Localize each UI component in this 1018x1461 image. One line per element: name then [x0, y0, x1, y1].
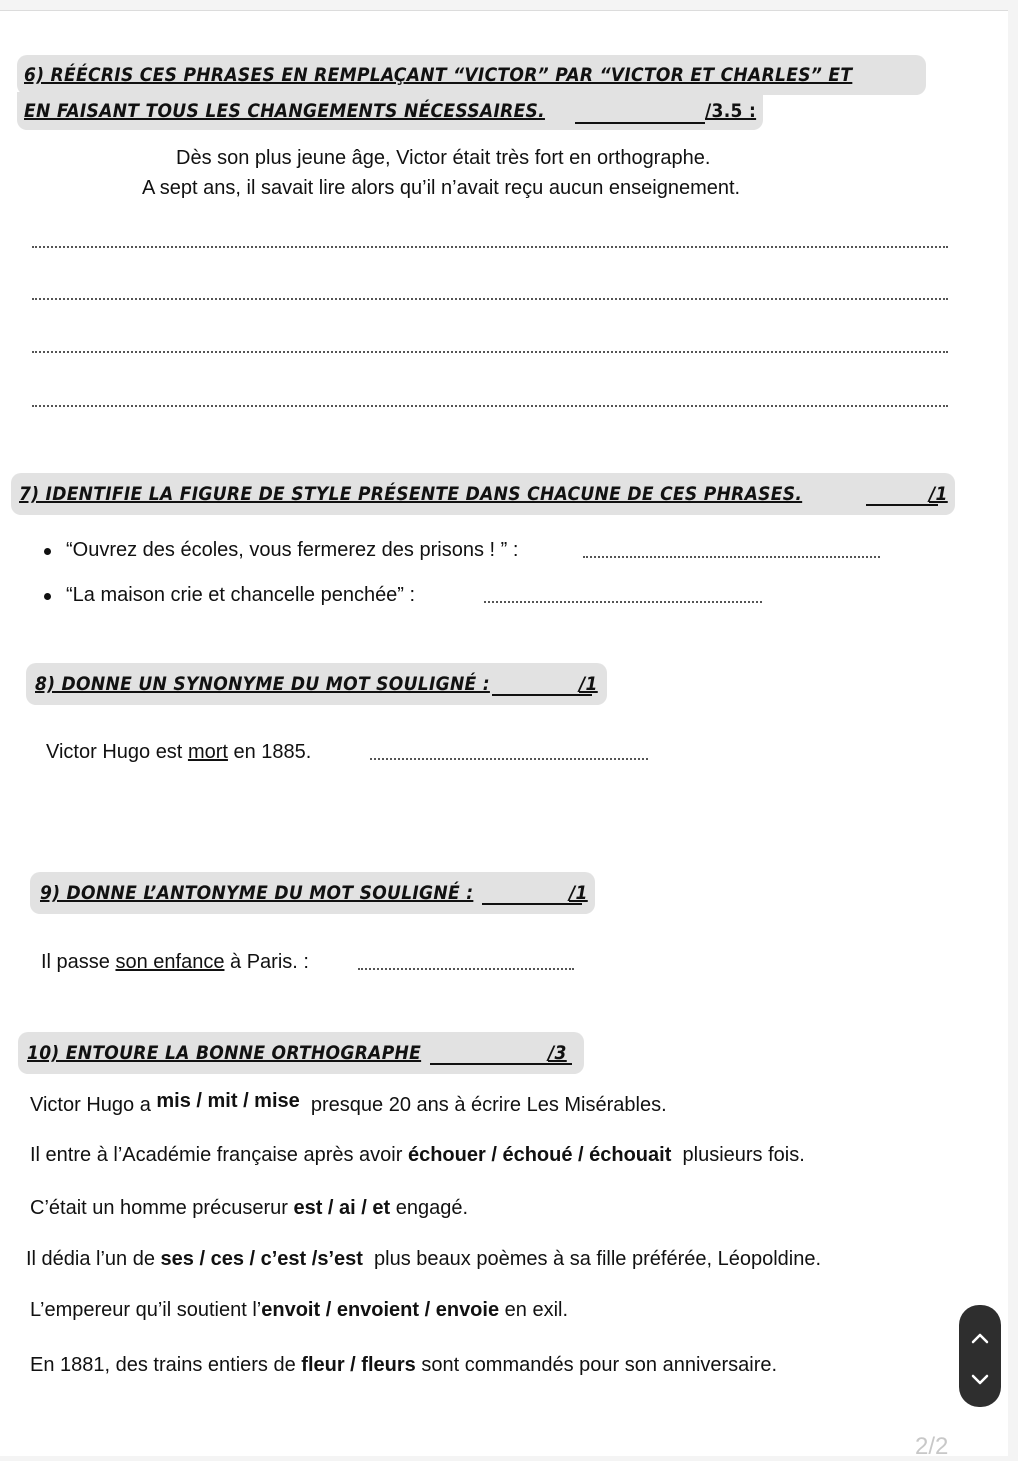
bullet-1: [44, 548, 51, 555]
q6-header-line1: [17, 55, 926, 95]
q6-sentence-1: Dès son plus jeune âge, Victor était très fort en orthographe.: [176, 147, 711, 169]
q10-title: 10) ENTOURE LA BONNE ORTHOGRAPHE: [27, 1042, 422, 1064]
q7-item-1: “Ouvrez des écoles, vous fermerez des prisons ! ” :: [66, 539, 519, 561]
q8-underline-gap: [492, 694, 592, 696]
answer-line-4[interactable]: [32, 405, 948, 407]
q10-row-6-post: sont commandés pour son anniversaire.: [421, 1354, 778, 1376]
page-scroller: [959, 1305, 1001, 1407]
q7-answer-2[interactable]: [484, 601, 762, 603]
q9-points: /1: [569, 882, 588, 904]
chevron-up-icon: [971, 1332, 989, 1344]
q10-row-1-choices[interactable]: mis / mit / mise: [156, 1090, 300, 1112]
q10-row-2-post: plusieurs fois.: [682, 1144, 805, 1166]
q9-underlined-word: son enfance: [115, 951, 225, 973]
q10-row-6-choices[interactable]: fleur / fleurs: [301, 1354, 416, 1376]
q9-title: 9) DONNE L’ANTONYME DU MOT SOULIGNÉ :: [40, 882, 474, 904]
q7-item-2: “La maison crie et chancelle penchée” :: [66, 584, 416, 606]
q7-points: /1: [929, 483, 948, 505]
q10-points: /3: [548, 1042, 567, 1064]
q10-row-2-pre: Il entre à l’Académie française après avoir: [30, 1144, 408, 1166]
answer-line-2[interactable]: [32, 298, 948, 300]
q10-row-6-pre: En 1881, des trains entiers de: [30, 1354, 302, 1376]
q9-underline-gap: [482, 903, 582, 905]
q9-header: [30, 872, 595, 914]
q8-underlined-word: mort: [187, 741, 228, 763]
q8-header: [26, 663, 607, 705]
q10-row-1: [30, 1090, 667, 1117]
q10-row-4: [26, 1247, 821, 1271]
worksheet-page: [0, 10, 1008, 1456]
q10-row-4-pre: Il dédia l’un de: [26, 1248, 161, 1270]
q7-header: [11, 473, 955, 515]
q10-row-3-choices[interactable]: est / ai / et: [293, 1197, 391, 1219]
top-strip: [0, 0, 1018, 10]
q6-title-line1: 6) RÉÉCRIS CES PHRASES EN REMPLAÇANT “VICTOR” PAR “VICTOR ET CHARLES” ET: [24, 64, 853, 86]
q7-underline-gap: [866, 504, 938, 506]
q6-sentence-2: A sept ans, il savait lire alors qu’il n’avait reçu aucun enseignement.: [142, 177, 741, 199]
q10-row-3-post: engagé.: [395, 1197, 469, 1219]
q10-row-1-post: presque 20 ans à écrire Les Misérables.: [310, 1094, 667, 1116]
q10-row-4-choices[interactable]: ses / ces / c’est /s’est: [160, 1248, 363, 1270]
q7-answer-1[interactable]: [583, 556, 880, 558]
q6-title-line2: EN FAISANT TOUS LES CHANGEMENTS NÉCESSAIRES.: [24, 100, 545, 122]
q10-row-4-post: plus beaux poèmes à sa fille préférée, Léopoldine.: [374, 1248, 822, 1270]
q8-points: /1: [579, 673, 598, 695]
q10-row-5-pre: L’empereur qu’il soutient l’: [30, 1299, 262, 1321]
q10-row-2: [30, 1143, 805, 1167]
bullet-2: [44, 593, 51, 600]
q10-row-3-pre: C’était un homme précuserur: [30, 1197, 294, 1219]
q10-row-3: [30, 1196, 468, 1220]
q10-header: [18, 1032, 584, 1074]
scroll-down-button[interactable]: [959, 1367, 1001, 1391]
q10-row-5-post: en exil.: [504, 1299, 569, 1321]
q9-answer[interactable]: [358, 968, 574, 970]
q9-sentence: [41, 950, 309, 974]
q6-underline-gap: [575, 100, 705, 124]
scroll-up-button[interactable]: [959, 1325, 1001, 1349]
q7-title: 7) IDENTIFIE LA FIGURE DE STYLE PRÉSENTE DANS CHACUNE DE CES PHRASES.: [19, 483, 803, 505]
q9-after: à Paris. :: [224, 951, 309, 973]
q8-answer[interactable]: [370, 758, 648, 760]
answer-line-3[interactable]: [32, 351, 948, 353]
q9-before: Il passe: [41, 951, 116, 973]
q10-row-1-pre: Victor Hugo a: [30, 1094, 157, 1116]
q10-row-2-choices[interactable]: échouer / échoué / échouait: [407, 1144, 672, 1166]
answer-line-1[interactable]: [32, 246, 948, 248]
q10-row-6: [30, 1353, 777, 1377]
q6-points: /3.5 :: [705, 100, 757, 122]
page-indicator: 2/2: [915, 1433, 949, 1460]
q10-row-5: [30, 1298, 568, 1322]
q10-row-5-choices[interactable]: envoit / envoient / envoie: [261, 1299, 500, 1321]
q8-title: 8) DONNE UN SYNONYME DU MOT SOULIGNÉ :: [35, 673, 490, 695]
q6-header-line2: [17, 92, 763, 130]
q8-after: en 1885.: [227, 741, 312, 763]
q8-sentence: [46, 740, 311, 764]
q8-before: Victor Hugo est: [46, 741, 188, 763]
chevron-down-icon: [971, 1374, 989, 1386]
